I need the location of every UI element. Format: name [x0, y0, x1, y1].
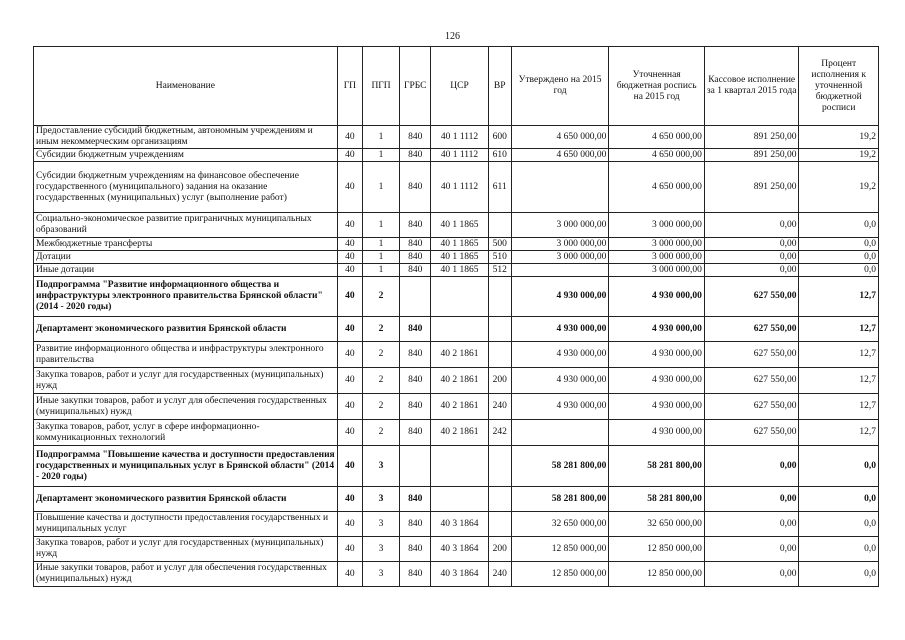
table-row: [34, 251, 879, 264]
cell-pgp: 1: [362, 149, 399, 162]
cell-grbs: 840: [400, 149, 431, 162]
cell-gp: 40: [337, 251, 362, 264]
cell-grbs: 840: [400, 317, 431, 342]
cell-grbs: 840: [400, 562, 431, 587]
cell-gp: 40: [337, 264, 362, 277]
page-number: 126: [445, 31, 460, 42]
cell-csr: 40 1 1112: [431, 149, 488, 162]
cell-vr: 500: [488, 238, 511, 251]
cell-cash: 891 250,00: [704, 162, 799, 213]
cell-gp: 40: [337, 162, 362, 213]
header-refined: Уточненная бюджетная роспись на 2015 год: [609, 47, 705, 126]
cell-vr: [488, 446, 511, 487]
cell-csr: 40 3 1864: [431, 537, 488, 562]
cell-gp: 40: [337, 368, 362, 394]
cell-grbs: 840: [400, 420, 431, 446]
table-row: [34, 213, 879, 238]
cell-name: Подпрограмма "Повышение качества и доступности предоставления государственных и муниципальных услуг в Брянской области" (2014 - 2020 годы): [34, 446, 338, 487]
cell-percent: 0,0: [799, 446, 879, 487]
cell-gp: 40: [337, 446, 362, 487]
cell-pgp: 2: [362, 394, 399, 420]
cell-name: Департамент экономического развития Брянской области: [34, 487, 338, 512]
cell-refined: 4 930 000,00: [609, 317, 705, 342]
cell-name: Иные закупки товаров, работ и услуг для обеспечения государственных (муниципальных) нужд: [34, 394, 338, 420]
cell-csr: 40 2 1861: [431, 368, 488, 394]
cell-csr: [431, 317, 488, 342]
cell-approved: 4 650 000,00: [511, 149, 609, 162]
cell-approved: 32 650 000,00: [511, 512, 609, 537]
cell-pgp: 2: [362, 277, 399, 317]
cell-pgp: 3: [362, 537, 399, 562]
cell-refined: 4 650 000,00: [609, 149, 705, 162]
cell-approved: 4 930 000,00: [511, 317, 609, 342]
table-row: [34, 394, 879, 420]
table-row: [34, 368, 879, 394]
cell-gp: 40: [337, 342, 362, 368]
cell-cash: 627 550,00: [704, 277, 799, 317]
cell-gp: 40: [337, 317, 362, 342]
table-row: [34, 487, 879, 512]
cell-csr: 40 3 1864: [431, 512, 488, 537]
cell-gp: 40: [337, 537, 362, 562]
cell-gp: 40: [337, 238, 362, 251]
cell-cash: 891 250,00: [704, 149, 799, 162]
cell-approved: 58 281 800,00: [511, 446, 609, 487]
cell-vr: 510: [488, 251, 511, 264]
cell-percent: 0,0: [799, 238, 879, 251]
cell-percent: 0,0: [799, 213, 879, 238]
cell-cash: 627 550,00: [704, 420, 799, 446]
cell-cash: 0,00: [704, 251, 799, 264]
header-gp: ГП: [337, 47, 362, 126]
cell-name: Субсидии бюджетным учреждениям на финансовое обеспечение государственного (муниципального) задания на оказание государственных (муниципальных) услуг (выполнение работ): [34, 162, 338, 213]
cell-grbs: [400, 277, 431, 317]
cell-percent: 12,7: [799, 420, 879, 446]
cell-percent: 12,7: [799, 394, 879, 420]
header-grbs: ГРБС: [400, 47, 431, 126]
cell-vr: 242: [488, 420, 511, 446]
header-approved: Утверждено на 2015 год: [511, 47, 609, 126]
cell-name: Субсидии бюджетным учреждениям: [34, 149, 338, 162]
cell-csr: [431, 487, 488, 512]
cell-name: Закупка товаров, работ и услуг для государственных (муниципальных) нужд: [34, 537, 338, 562]
cell-percent: 12,7: [799, 342, 879, 368]
cell-grbs: 840: [400, 264, 431, 277]
cell-vr: 200: [488, 537, 511, 562]
table-row: [34, 420, 879, 446]
cell-percent: 0,0: [799, 537, 879, 562]
cell-refined: 4 930 000,00: [609, 342, 705, 368]
cell-pgp: 2: [362, 420, 399, 446]
cell-cash: 0,00: [704, 537, 799, 562]
cell-pgp: 1: [362, 238, 399, 251]
cell-gp: 40: [337, 126, 362, 149]
cell-grbs: 840: [400, 487, 431, 512]
cell-cash: 0,00: [704, 238, 799, 251]
cell-vr: 512: [488, 264, 511, 277]
cell-gp: 40: [337, 420, 362, 446]
header-percent: Процент исполнения к уточненной бюджетной росписи: [799, 47, 879, 126]
cell-name: Предоставление субсидий бюджетным, автономным учреждениям и иным некоммерческим организациям: [34, 126, 338, 149]
cell-grbs: 840: [400, 512, 431, 537]
cell-approved: 3 000 000,00: [511, 213, 609, 238]
cell-refined: 58 281 800,00: [609, 446, 705, 487]
cell-cash: 627 550,00: [704, 394, 799, 420]
header-vr: ВР: [488, 47, 511, 126]
cell-cash: 0,00: [704, 264, 799, 277]
header-cash: Кассовое исполнение за 1 квартал 2015 года: [704, 47, 799, 126]
cell-grbs: 840: [400, 394, 431, 420]
table-row: [34, 537, 879, 562]
cell-name: Закупка товаров, работ, услуг в сфере информационно-коммуникационных технологий: [34, 420, 338, 446]
cell-cash: 627 550,00: [704, 317, 799, 342]
cell-percent: 19,2: [799, 149, 879, 162]
cell-csr: 40 1 1112: [431, 126, 488, 149]
cell-percent: 0,0: [799, 251, 879, 264]
cell-name: Иные закупки товаров, работ и услуг для обеспечения государственных (муниципальных) нужд: [34, 562, 338, 587]
cell-approved: 12 850 000,00: [511, 562, 609, 587]
cell-refined: 4 650 000,00: [609, 126, 705, 149]
cell-csr: [431, 446, 488, 487]
cell-pgp: 2: [362, 342, 399, 368]
cell-grbs: 840: [400, 368, 431, 394]
cell-approved: 3 000 000,00: [511, 251, 609, 264]
cell-approved: 3 000 000,00: [511, 238, 609, 251]
cell-approved: [511, 162, 609, 213]
cell-gp: 40: [337, 487, 362, 512]
cell-vr: [488, 277, 511, 317]
cell-percent: 12,7: [799, 277, 879, 317]
cell-approved: 4 930 000,00: [511, 368, 609, 394]
table-row: [34, 277, 879, 317]
cell-pgp: 1: [362, 264, 399, 277]
table-row: [34, 562, 879, 587]
cell-cash: 627 550,00: [704, 342, 799, 368]
cell-pgp: 1: [362, 213, 399, 238]
cell-grbs: 840: [400, 342, 431, 368]
cell-refined: 4 930 000,00: [609, 277, 705, 317]
table-row: [34, 342, 879, 368]
cell-vr: [488, 512, 511, 537]
cell-pgp: 2: [362, 317, 399, 342]
cell-grbs: 840: [400, 537, 431, 562]
cell-vr: [488, 342, 511, 368]
cell-approved: [511, 420, 609, 446]
table-row: [34, 162, 879, 213]
cell-grbs: 840: [400, 126, 431, 149]
table-row: [34, 126, 879, 149]
cell-refined: 4 930 000,00: [609, 420, 705, 446]
table-body: [34, 126, 879, 587]
cell-cash: 891 250,00: [704, 126, 799, 149]
cell-gp: 40: [337, 394, 362, 420]
cell-pgp: 1: [362, 126, 399, 149]
cell-pgp: 3: [362, 446, 399, 487]
cell-cash: 627 550,00: [704, 368, 799, 394]
cell-percent: 12,7: [799, 368, 879, 394]
cell-vr: 200: [488, 368, 511, 394]
cell-csr: 40 1 1865: [431, 251, 488, 264]
cell-vr: 611: [488, 162, 511, 213]
cell-approved: 58 281 800,00: [511, 487, 609, 512]
cell-vr: 240: [488, 394, 511, 420]
cell-percent: 0,0: [799, 512, 879, 537]
cell-refined: 12 850 000,00: [609, 562, 705, 587]
cell-percent: 19,2: [799, 126, 879, 149]
cell-grbs: 840: [400, 213, 431, 238]
cell-grbs: 840: [400, 238, 431, 251]
cell-percent: 0,0: [799, 264, 879, 277]
cell-csr: 40 1 1112: [431, 162, 488, 213]
cell-csr: 40 2 1861: [431, 394, 488, 420]
cell-approved: 4 930 000,00: [511, 394, 609, 420]
cell-refined: 4 930 000,00: [609, 394, 705, 420]
cell-vr: [488, 213, 511, 238]
table-row: [34, 264, 879, 277]
cell-percent: 0,0: [799, 562, 879, 587]
cell-name: Иные дотации: [34, 264, 338, 277]
table-header-row: [34, 47, 879, 126]
cell-name: Развитие информационного общества и инфраструктуры электронного правительства: [34, 342, 338, 368]
table-row: [34, 317, 879, 342]
cell-pgp: 3: [362, 487, 399, 512]
cell-csr: 40 2 1861: [431, 342, 488, 368]
cell-cash: 0,00: [704, 562, 799, 587]
header-csr: ЦСР: [431, 47, 488, 126]
cell-cash: 0,00: [704, 512, 799, 537]
cell-grbs: [400, 446, 431, 487]
cell-refined: 4 650 000,00: [609, 162, 705, 213]
cell-name: Повышение качества и доступности предоставления государственных и муниципальных услуг: [34, 512, 338, 537]
cell-approved: 4 930 000,00: [511, 277, 609, 317]
cell-gp: 40: [337, 149, 362, 162]
table-row: [34, 149, 879, 162]
header-name: Наименование: [34, 47, 338, 126]
cell-refined: 3 000 000,00: [609, 264, 705, 277]
cell-gp: 40: [337, 213, 362, 238]
cell-refined: 4 930 000,00: [609, 368, 705, 394]
cell-vr: [488, 487, 511, 512]
cell-name: Департамент экономического развития Брянской области: [34, 317, 338, 342]
cell-csr: 40 1 1865: [431, 213, 488, 238]
cell-approved: [511, 264, 609, 277]
cell-refined: 32 650 000,00: [609, 512, 705, 537]
budget-table: [33, 46, 879, 587]
cell-gp: 40: [337, 277, 362, 317]
cell-csr: 40 1 1865: [431, 264, 488, 277]
table-row: [34, 446, 879, 487]
cell-gp: 40: [337, 512, 362, 537]
cell-approved: 4 930 000,00: [511, 342, 609, 368]
cell-refined: 58 281 800,00: [609, 487, 705, 512]
cell-name: Дотации: [34, 251, 338, 264]
cell-vr: [488, 317, 511, 342]
cell-name: Подпрограмма "Развитие информационного общества и инфраструктуры электронного правительства Брянской области" (2014 - 2020 годы): [34, 277, 338, 317]
cell-pgp: 1: [362, 251, 399, 264]
cell-csr: 40 1 1865: [431, 238, 488, 251]
header-pgp: ПГП: [362, 47, 399, 126]
cell-refined: 3 000 000,00: [609, 213, 705, 238]
cell-refined: 12 850 000,00: [609, 537, 705, 562]
table-row: [34, 512, 879, 537]
cell-cash: 0,00: [704, 213, 799, 238]
cell-refined: 3 000 000,00: [609, 251, 705, 264]
cell-vr: 600: [488, 126, 511, 149]
cell-grbs: 840: [400, 251, 431, 264]
cell-csr: [431, 277, 488, 317]
cell-name: Закупка товаров, работ и услуг для государственных (муниципальных) нужд: [34, 368, 338, 394]
cell-vr: 610: [488, 149, 511, 162]
cell-percent: 19,2: [799, 162, 879, 213]
cell-cash: 0,00: [704, 487, 799, 512]
cell-name: Межбюджетные трансферты: [34, 238, 338, 251]
cell-grbs: 840: [400, 162, 431, 213]
cell-name: Социально-экономическое развитие приграничных муниципальных образований: [34, 213, 338, 238]
cell-percent: 12,7: [799, 317, 879, 342]
cell-pgp: 3: [362, 512, 399, 537]
cell-csr: 40 3 1864: [431, 562, 488, 587]
cell-csr: 40 2 1861: [431, 420, 488, 446]
cell-gp: 40: [337, 562, 362, 587]
cell-pgp: 1: [362, 162, 399, 213]
cell-percent: 0,0: [799, 487, 879, 512]
cell-approved: 12 850 000,00: [511, 537, 609, 562]
cell-pgp: 2: [362, 368, 399, 394]
cell-approved: 4 650 000,00: [511, 126, 609, 149]
cell-pgp: 3: [362, 562, 399, 587]
cell-vr: 240: [488, 562, 511, 587]
table-row: [34, 238, 879, 251]
cell-refined: 3 000 000,00: [609, 238, 705, 251]
cell-cash: 0,00: [704, 446, 799, 487]
